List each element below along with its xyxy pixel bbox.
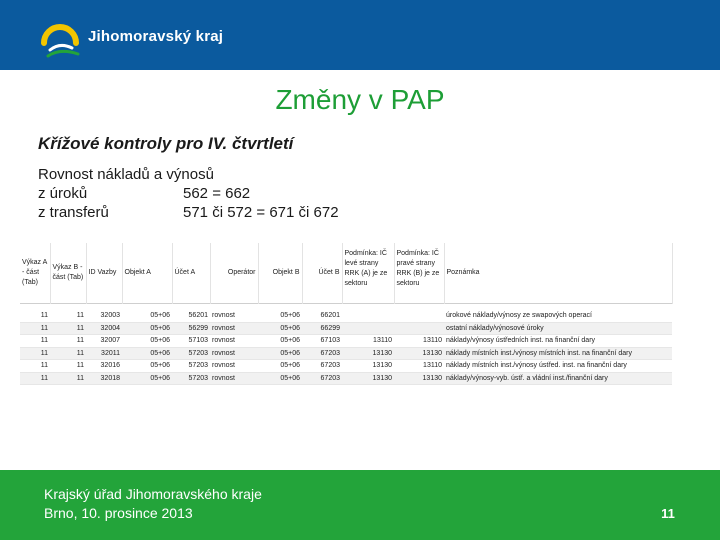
header-cell: Výkaz B - část (Tab) (50, 243, 86, 304)
cell: rovnost (210, 360, 258, 373)
table-row (20, 347, 672, 360)
cross-check-table (20, 243, 673, 385)
cell: ostatní náklady/výnosové úroky (444, 322, 672, 335)
cell: 32004 (86, 322, 122, 335)
slide-title-wrap (0, 84, 720, 116)
cell: 13130 (342, 347, 394, 360)
slide-subtitle: Křížové kontroly pro IV. čtvrtletí (38, 134, 294, 153)
cell: 13110 (394, 335, 444, 348)
header-cell: ID Vazby (86, 243, 122, 304)
table-row (20, 335, 672, 348)
cell: 05+06 (258, 322, 302, 335)
cell: 11 (50, 310, 86, 323)
footer-date: Brno, 10. prosince 2013 (44, 505, 193, 521)
cell: 13110 (394, 360, 444, 373)
header-cell: Poznámka (444, 243, 672, 304)
cell: rovnost (210, 335, 258, 348)
cell: 11 (50, 372, 86, 385)
cell: 05+06 (258, 360, 302, 373)
cell: rovnost (210, 372, 258, 385)
cell: 11 (20, 322, 50, 335)
header-cell: Účet A (172, 243, 210, 304)
table-row (20, 372, 672, 385)
cell: 11 (20, 310, 50, 323)
cell (342, 310, 394, 323)
cell: rovnost (210, 310, 258, 323)
cell: 11 (50, 322, 86, 335)
cell: 05+06 (122, 322, 172, 335)
cell: 11 (20, 360, 50, 373)
cell: náklady/výnosy-vyb. ústř. a vládní inst./finanční dary (444, 372, 672, 385)
cell: úrokové náklady/výnosy ze swapových operací (444, 310, 672, 323)
cell: 05+06 (122, 335, 172, 348)
cell: 32011 (86, 347, 122, 360)
body-line (38, 203, 339, 222)
body-line (38, 165, 214, 184)
body-line-left: Rovnost nákladů a výnosů (38, 166, 214, 183)
cell: 13130 (342, 360, 394, 373)
cell: rovnost (210, 347, 258, 360)
body-line-right: 571 či 572 = 671 či 672 (183, 204, 339, 221)
header-cell: Objekt B (258, 243, 302, 304)
cell: náklady místních inst./výnosy ústřed. inst. na finanční dary (444, 360, 672, 373)
cell: 66299 (302, 322, 342, 335)
header-cell: Podmínka: IČ pravé strany RRK (B) je ze sektoru (394, 243, 444, 304)
header-cell: Operátor (210, 243, 258, 304)
cell (394, 322, 444, 335)
cell: 32007 (86, 335, 122, 348)
cell: 57203 (172, 372, 210, 385)
cell: 13130 (394, 372, 444, 385)
body-line-right: 562 = 662 (183, 185, 251, 202)
cell: 13110 (342, 335, 394, 348)
cell: náklady místních inst./výnosy místních inst. na finanční dary (444, 347, 672, 360)
header-cell: Podmínka: IČ levé strany RRK (A) je ze sektoru (342, 243, 394, 304)
cell: 11 (50, 360, 86, 373)
cell: náklady/výnosy ústředních inst. na finanční dary (444, 335, 672, 348)
cell: 05+06 (258, 310, 302, 323)
cell: 05+06 (258, 335, 302, 348)
cell: 05+06 (258, 347, 302, 360)
cell: 67203 (302, 372, 342, 385)
cell: 11 (50, 347, 86, 360)
table-row (20, 322, 672, 335)
cell: 32018 (86, 372, 122, 385)
cell: 67103 (302, 335, 342, 348)
cell: 05+06 (122, 347, 172, 360)
cell: 11 (20, 372, 50, 385)
brand-name: Jihomoravský kraj (88, 28, 224, 45)
cell: 57103 (172, 335, 210, 348)
table-header (20, 243, 672, 304)
cell: 57203 (172, 347, 210, 360)
cell: 05+06 (122, 360, 172, 373)
body-line (38, 184, 251, 203)
body-line-left: z úroků (38, 185, 88, 202)
cell: 32016 (86, 360, 122, 373)
cell: 56201 (172, 310, 210, 323)
cell (394, 310, 444, 323)
cell (342, 322, 394, 335)
cell: 67203 (302, 347, 342, 360)
cell: 13130 (394, 347, 444, 360)
cell: 57203 (172, 360, 210, 373)
header-cell: Účet B (302, 243, 342, 304)
cell: 66201 (302, 310, 342, 323)
page-number: 11 (661, 506, 675, 521)
cell: 67203 (302, 360, 342, 373)
cell: 05+06 (122, 310, 172, 323)
footer-organization: Krajský úřad Jihomoravského kraje (44, 486, 262, 502)
table-row (20, 310, 672, 323)
slide-title: Změny v PAP (275, 84, 445, 115)
cell: 13130 (342, 372, 394, 385)
cell: 11 (20, 335, 50, 348)
body-line-left: z transferů (38, 204, 109, 221)
cell: rovnost (210, 322, 258, 335)
cell: 05+06 (122, 372, 172, 385)
header-cell: Výkaz A - část (Tab) (20, 243, 50, 304)
table-row (20, 360, 672, 373)
cell: 32003 (86, 310, 122, 323)
cell: 11 (50, 335, 86, 348)
header-cell: Objekt A (122, 243, 172, 304)
cell: 56299 (172, 322, 210, 335)
cell: 05+06 (258, 372, 302, 385)
body-text (38, 165, 339, 222)
cell: 11 (20, 347, 50, 360)
